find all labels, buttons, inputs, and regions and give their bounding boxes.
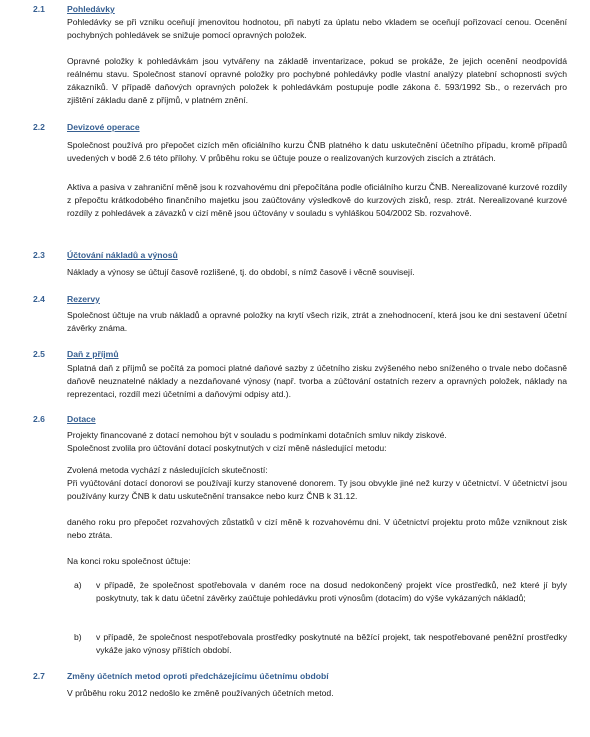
paragraph: V průběhu roku 2012 nedošlo ke změně používaných účetních metod.	[67, 688, 334, 698]
paragraph: Aktiva a pasiva v zahraniční měně jsou k rozvahovému dni přepočítána podle oficiálního kurzu ČNB. Nerealizované kurzové rozdíly z přepočtu krátkodobého finančního majetku jsou zaúčtovány výsledkově do kurzových zisků, resp. ztrát. Nerealizované kurzové rozdíly z pohledávek a závazků v cizí měně jsou účtovány v souladu s vyhláškou 504/2002 Sb. rozvahově.	[67, 182, 567, 218]
section-title: Rezervy	[67, 294, 100, 304]
section-number: 2.4	[33, 294, 45, 304]
section-title: Dotace	[67, 414, 96, 424]
section-title: Daň z příjmů	[67, 349, 119, 359]
section-title: Změny účetních metod oproti předcházejícímu účetnímu období	[67, 671, 329, 681]
list-marker: a)	[74, 580, 82, 590]
paragraph: Opravné položky k pohledávkám jsou vytvářeny na základě inventarizace, pokud se prokáže, že jejich ocenění neodpovídá reálnému stavu. Společnost stanoví opravné položky pro pochybné pohledávky podle vlastní analýzy platební schopnosti svých zákazníků. V případě daňových opravných položek k pohledávkám postupuje podle zákona č. 593/1992 Sb., o rezervách pro zjištění základu daně z příjmů, v platném znění.	[67, 56, 567, 105]
paragraph: Projekty financované z dotací nemohou být v souladu s podmínkami dotačních smluv nikdy ziskové.	[67, 430, 447, 440]
section-number: 2.7	[33, 671, 45, 681]
list-marker: b)	[74, 632, 82, 642]
paragraph: Splatná daň z příjmů se počítá za pomoci platné daňové sazby z účetního zisku zvýšeného nebo sníženého o trvale nebo dočasně daňově neuznatelné náklady a nezdaňované výnosy (např. tvorba a zúčtování ostatních rezerv a opravných položek, náklady na reprezentaci, rozdíl mezi účetními a daňovými odpisy atd.).	[67, 363, 567, 399]
list-item-text: v případě, že společnost nespotřebovala prostředky poskytnuté na běžící projekt, tak nespotřebované peněžní prostředky vykáže jako výnosy příštích období.	[96, 632, 567, 655]
paragraph: Společnost účtuje na vrub nákladů a opravné položky na krytí všech rizik, ztrát a znehodnocení, která jsou ke dni sestavení účetní závěrky známa.	[67, 310, 567, 333]
section-number: 2.6	[33, 414, 45, 424]
paragraph: Při vyúčtování dotací donorovi se používají kurzy stanovené donorem. Ty jsou obvykle jiné než kurzy v účetnictví. V účetnictví jsou používány kurzy ČNB k datu uskutečnění transakce nebo kurz ČNB k 31.12.	[67, 478, 567, 501]
section-number: 2.5	[33, 349, 45, 359]
paragraph: daného roku pro přepočet rozvahových zůstatků v cizí měně k rozvahovému dni. V účetnictví projektu proto může vzniknout zisk nebo ztráta.	[67, 517, 567, 540]
section-number: 2.1	[33, 4, 45, 14]
paragraph: Na konci roku společnost účtuje:	[67, 556, 191, 566]
section-title: Pohledávky	[67, 4, 115, 14]
list-item-text: v případě, že společnost spotřebovala v daném roce na dosud nedokončený projekt více prostředků, než které jí byly poskytnuty, tak k datu účetní závěrky zaúčtuje pohledávku proti výnosům (dotacím) do výše vykázaných nákladů;	[96, 580, 567, 603]
section-title: Účtování nákladů a výnosů	[67, 250, 178, 260]
paragraph: Náklady a výnosy se účtují časově rozlišené, tj. do období, s nímž časově i věcně souvisejí.	[67, 267, 415, 277]
paragraph: Společnost používá pro přepočet cizích měn oficiálního kurzu ČNB platného k datu uskutečnění účetního případu, kromě případů uvedených v bodě 2.6 této přílohy. V průběhu roku se účtuje pouze o realizovaných kurzových ziscích a ztrátách.	[67, 140, 567, 163]
section-number: 2.2	[33, 122, 45, 132]
paragraph: Zvolená metoda vychází z následujících skutečností:	[67, 465, 268, 475]
paragraph: Společnost zvolila pro účtování dotací poskytnutých v cizí měně následující metodu:	[67, 443, 387, 453]
section-title: Devizové operace	[67, 122, 140, 132]
paragraph: Pohledávky se při vzniku oceňují jmenovitou hodnotou, při nabytí za úplatu nebo vkladem se oceňují pořizovací cenou. Ocenění pochybných pohledávek se snižuje pomocí opravných položek.	[67, 17, 567, 40]
section-number: 2.3	[33, 250, 45, 260]
